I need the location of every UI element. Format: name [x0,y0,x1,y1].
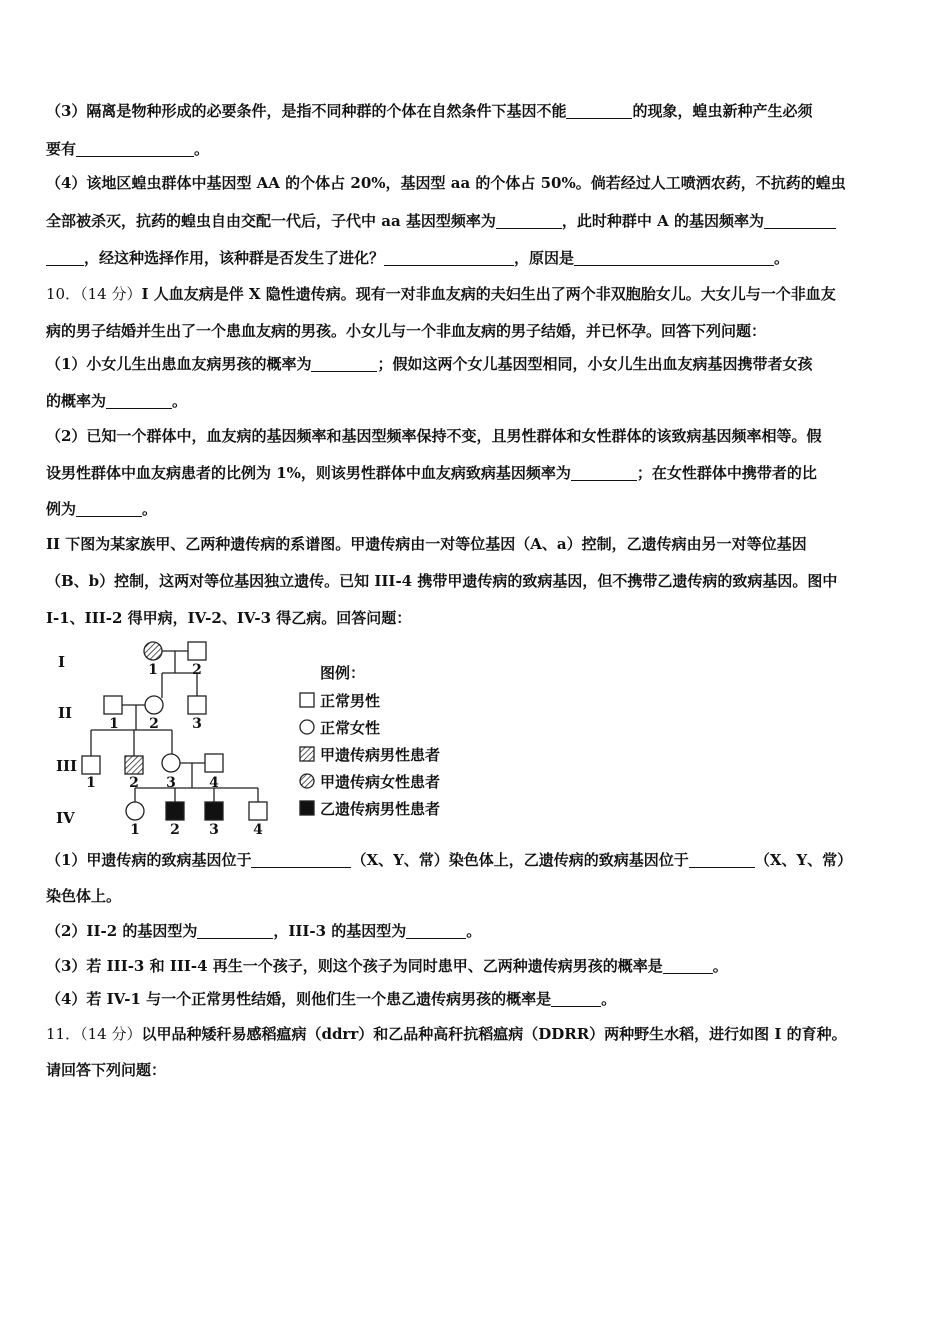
q10-II-line2: （B、b）控制，这两对等位基因独立遗传。已知 III-4 携带甲遗传病的致病基因，但不携带乙遗传病的致病基因。图中 [46,572,838,590]
q10-II-4: （4）若 IV-1 与一个正常男性结婚，则他们生一个患乙遗传病男孩的概率是 。 [46,990,617,1008]
answer-blank[interactable] [251,851,351,868]
q10-2-line3: 例为 。 [46,500,158,518]
individual-number: 2 [149,716,159,732]
III-1-normal-male [82,756,100,774]
q11-line2: 请回答下列问题： [46,1061,167,1079]
q11-line1: 11．（14 分）以甲品种矮秆易感稻瘟病（ddrr）和乙品种高秆抗稻瘟病（DDRR）两种野生水稻，进行如图 I 的育种。 [46,1025,847,1043]
question-number: 11．（14 分） [46,1025,142,1043]
legend-label: 甲遗传病男性患者 [320,746,441,764]
II-1-normal-male [104,696,122,714]
legend-title: 图例： [320,664,366,682]
q10-II-line1: II 下图为某家族甲、乙两种遗传病的系谱图。甲遗传病由一对等位基因（A、a）控制，乙遗传病由另一对等位基因 [46,535,807,553]
q10-1-line2: 的概率为 。 [46,392,188,410]
q10-II-1-line1: （1）甲遗传病的致病基因位于 （X、Y、常）染色体上，乙遗传病的致病基因位于 （X、Y、常） [46,851,853,869]
q10-intro-line1: 10．（14 分）I 人血友病是伴 X 隐性遗传病。现有一对非血友病的夫妇生出了两个非双胞胎女儿。大女儿与一个非血友 [46,285,836,303]
II-2-normal-female [145,696,163,714]
individual-number: 1 [109,716,119,732]
q9-4-line2: 全部被杀灭，抗药的蝗虫自由交配一代后，子代中 aa 基因型频率为 ，此时种群中 A 的基因频率为 [46,210,916,232]
IV-2-affected-yi-male [166,802,184,820]
question-number: 10．（14 分） [46,285,142,303]
answer-blank[interactable] [197,922,273,939]
III-2-affected-jia-male [125,756,143,774]
q10-II-1-line2: 染色体上。 [46,887,122,905]
answer-blank[interactable] [571,464,637,481]
individual-number: 2 [192,662,202,678]
answer-blank[interactable] [496,212,562,229]
I-2-normal-male [188,642,206,660]
q10-2-line2: 设男性群体中血友病患者的比例为 1%，则该男性群体中血友病致病基因频率为 ；在女性群体中携带者的比 [46,464,817,482]
III-4-normal-male [205,754,223,772]
I-1-affected-jia-female [144,642,162,660]
IV-4-normal-male [249,802,267,820]
generation-label: I [58,653,66,671]
answer-blank[interactable] [689,851,755,868]
generation-label: III [56,757,78,775]
generation-label: IV [56,809,75,827]
individual-number: 1 [148,662,158,678]
II-3-normal-male [188,696,206,714]
answer-blank[interactable] [566,102,632,119]
answer-blank[interactable] [311,355,377,372]
IV-3-affected-yi-male [205,802,223,820]
IV-1-normal-female [126,802,144,820]
q10-II-2: （2）II-2 的基因型为 ，III-3 的基因型为 。 [46,922,482,940]
individual-number: 1 [86,775,96,791]
answer-blank[interactable] [406,922,466,939]
legend-label: 正常女性 [320,719,381,737]
legend-label: 正常男性 [320,692,381,710]
individual-number: 3 [166,775,176,791]
answer-blank[interactable] [76,140,194,157]
q9-4-line3: ，经这种选择作用，该种群是否发生了进化？ ，原因是 。 [46,247,916,269]
legend-normal-female-icon [300,720,314,734]
answer-blank[interactable] [663,957,713,974]
legend-yi-male-icon [300,801,314,815]
legend-jia-female-icon [300,774,314,788]
q10-1-line1: （1）小女儿生出患血友病男孩的概率为 ；假如这两个女儿基因型相同，小女儿生出血友病基因携带者女孩 [46,355,813,373]
individual-number: 4 [209,775,219,791]
answer-blank[interactable] [106,392,172,409]
answer-blank[interactable] [551,990,601,1007]
q9-3-line2: 要有 。 [46,140,210,158]
answer-blank[interactable] [574,249,774,266]
q10-intro-line2: 病的男子结婚并生出了一个患血友病的男孩。小女儿与一个非血友病的男子结婚，并已怀孕。回答下列问题： [46,322,767,340]
individual-number: 3 [192,716,202,732]
III-3-normal-female [162,754,180,772]
q10-II-line3: I-1、III-2 得甲病，IV-2、IV-3 得乙病。回答问题： [46,609,412,627]
q10-II-3: （3）若 III-3 和 III-4 再生一个孩子，则这个孩子为同时患甲、乙两种遗传病男孩的概率是 。 [46,957,728,975]
legend [300,664,440,818]
individual-number: 2 [170,822,180,838]
legend-label: 甲遗传病女性患者 [320,773,441,791]
answer-blank[interactable] [384,249,514,266]
individual-number: 4 [253,822,263,838]
individual-number: 3 [209,822,219,838]
answer-blank[interactable] [46,249,84,266]
legend-jia-male-icon [300,747,314,761]
generation-label: II [58,704,73,722]
individual-number: 2 [129,775,139,791]
legend-label: 乙遗传病男性患者 [320,800,441,818]
q10-2-line1: （2）已知一个群体中，血友病的基因频率和基因型频率保持不变，且男性群体和女性群体的该致病基因频率相等。假 [46,427,822,445]
q9-4-line1: （4）该地区蝗虫群体中基因型 AA 的个体占 20%，基因型 aa 的个体占 50%。倘若经过人工喷洒农药，不抗药的蝗虫 [46,174,846,192]
q9-3-line1: （3）隔离是物种形成的必要条件，是指不同种群的个体在自然条件下基因不能 的现象，蝗虫新种产生必须 [46,102,813,120]
answer-blank[interactable] [764,212,836,229]
individual-number: 1 [130,822,140,838]
pedigree-chart [50,640,490,840]
legend-normal-male-icon [300,693,314,707]
answer-blank[interactable] [76,500,142,517]
